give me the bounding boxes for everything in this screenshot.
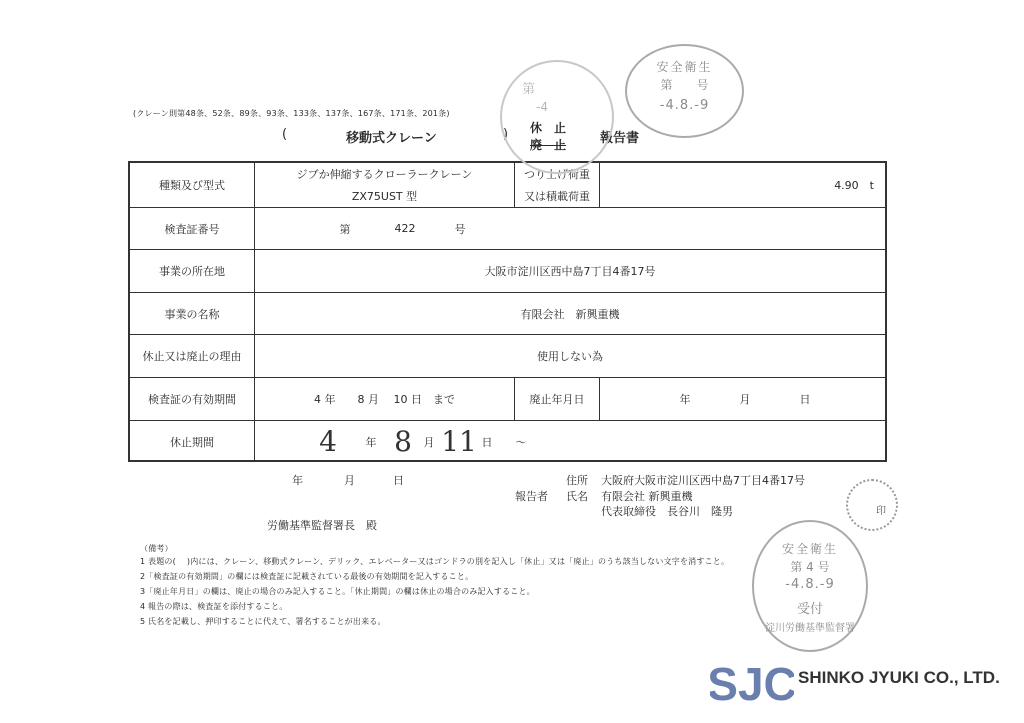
- company-name: SHINKO JYUKI CO., LTD.: [798, 668, 1000, 687]
- stamp-top-line2: 第 号: [660, 78, 709, 92]
- recipient: 労働基準監督署長 殿: [267, 519, 377, 532]
- suspend-tilde: ～: [515, 435, 527, 449]
- seal-mark: 印: [876, 506, 886, 517]
- note-item-2: 2「検査証の有効期間」の欄には検査証に記載されている最後の有効期間を記入すること。: [140, 572, 474, 581]
- stamp-bottom-office: 淀川労働基準監督署: [765, 623, 855, 634]
- regulation-text: (クレーン則第48条、52条、89条、93条、133条、137条、167条、171条、201条): [133, 109, 450, 118]
- sjc-logo-text: SJC: [710, 658, 794, 708]
- abolish-date-label: 廃止年月日: [529, 393, 585, 406]
- company-logo-mark: [710, 656, 794, 708]
- suspend-year: 年: [365, 435, 377, 449]
- receipt-stamp-faded: [500, 60, 614, 174]
- suspend-day: 日: [481, 435, 493, 449]
- suspend-label: 休止期間: [170, 435, 214, 449]
- load-label-line2: 又は積載荷重: [524, 190, 590, 203]
- address-label: 住所: [566, 474, 588, 487]
- stamp-top-date: -4.8.-9: [659, 98, 710, 113]
- type-value-line1: ジブか伸縮するクローラークレーン: [296, 168, 473, 181]
- abolish-day: 日: [799, 393, 811, 406]
- suspend-month: 月: [423, 435, 435, 449]
- reporter-label: 報告者: [515, 490, 548, 503]
- report-title: 移動式クレーン: [346, 131, 437, 146]
- validity-value: 4 年 8 月 10 日 まで: [314, 393, 455, 406]
- cert-label: 検査証番号: [164, 222, 220, 236]
- load-label-line1: つり上げ荷重: [524, 168, 590, 181]
- suspend-month-handwritten: 8: [394, 425, 412, 458]
- option-abolish-struck: 廃 止: [530, 138, 567, 152]
- report-suffix: 報告書: [600, 131, 640, 146]
- footer-day: 日: [393, 474, 404, 487]
- sjc-logo-icon: [710, 656, 794, 708]
- note-item-1: 1 表題の( )内には、クレーン、移動式クレーン、デリック、エレベーター又はゴンドラの別を記入し「休止」又は「廃止」のうち該当しない文字を消すこと。: [140, 557, 730, 566]
- company-seal: [846, 479, 898, 531]
- suspend-year-handwritten: 4: [319, 425, 337, 458]
- representative-value: 代表取締役 長谷川 隆男: [601, 505, 733, 518]
- name-label: 氏名: [566, 490, 588, 503]
- footer-year: 年: [292, 474, 303, 487]
- cert-prefix: 第: [339, 222, 351, 236]
- abolish-value-divider: [599, 377, 600, 420]
- report-form-table: [128, 161, 887, 462]
- address-value: 大阪府大阪市淀川区西中島7丁目4番17号: [601, 474, 805, 487]
- reason-label: 休止又は廃止の理由: [142, 350, 242, 363]
- abolish-month: 月: [739, 393, 751, 406]
- business-label: 事業の名称: [164, 307, 220, 321]
- note-item-4: 4 報告の際は、検査証を添付すること。: [140, 602, 288, 611]
- note-item-5: 5 氏名を記載し、押印することに代えて、署名することが出来る。: [140, 617, 386, 626]
- title-open-paren: (: [282, 127, 288, 142]
- location-value: 大阪市淀川区西中島7丁目4番17号: [484, 265, 656, 278]
- reason-value: 使用しない為: [537, 350, 603, 363]
- stamp-top-line1: 安全衛生: [656, 60, 713, 74]
- option-suspend: 休 止: [530, 121, 567, 135]
- business-value: 有限会社 新興重機: [520, 307, 620, 321]
- location-label: 事業の所在地: [159, 265, 225, 278]
- title-close-paren: ): [503, 127, 509, 142]
- suspend-day-handwritten: 11: [441, 425, 477, 458]
- receipt-stamp-top: [625, 44, 744, 138]
- note-item-3: 3「廃止年月日」の欄は、廃止の場合のみ記入すること。「休止期間」の欄は休止の場合のみ記入すること。: [140, 587, 535, 596]
- stamp-bottom-line1: 安全衛生: [781, 542, 838, 556]
- type-label: 種類及び型式: [159, 179, 225, 192]
- abolish-year: 年: [679, 393, 691, 406]
- load-value-text: 4.90 t: [834, 179, 874, 192]
- stamp-bottom-received: 受付: [796, 602, 823, 617]
- receipt-stamp-bottom: [752, 520, 868, 652]
- footer-month: 月: [344, 474, 355, 487]
- load-value: [600, 163, 880, 207]
- stamp-bottom-date: -4.8.-9: [785, 577, 835, 592]
- stamp-faded-line1: 第: [522, 82, 536, 97]
- stamp-faded-date: -4: [536, 100, 548, 114]
- type-value-line2: ZX75UST 型: [351, 190, 418, 203]
- name-value: 有限会社 新興重機: [601, 490, 693, 503]
- cert-number: 422: [394, 222, 416, 235]
- validity-label: 検査証の有効期間: [148, 393, 236, 406]
- stamp-bottom-line2: 第 4 号: [790, 560, 830, 574]
- cert-suffix: 号: [454, 222, 466, 236]
- notes-title: （備考）: [140, 544, 173, 553]
